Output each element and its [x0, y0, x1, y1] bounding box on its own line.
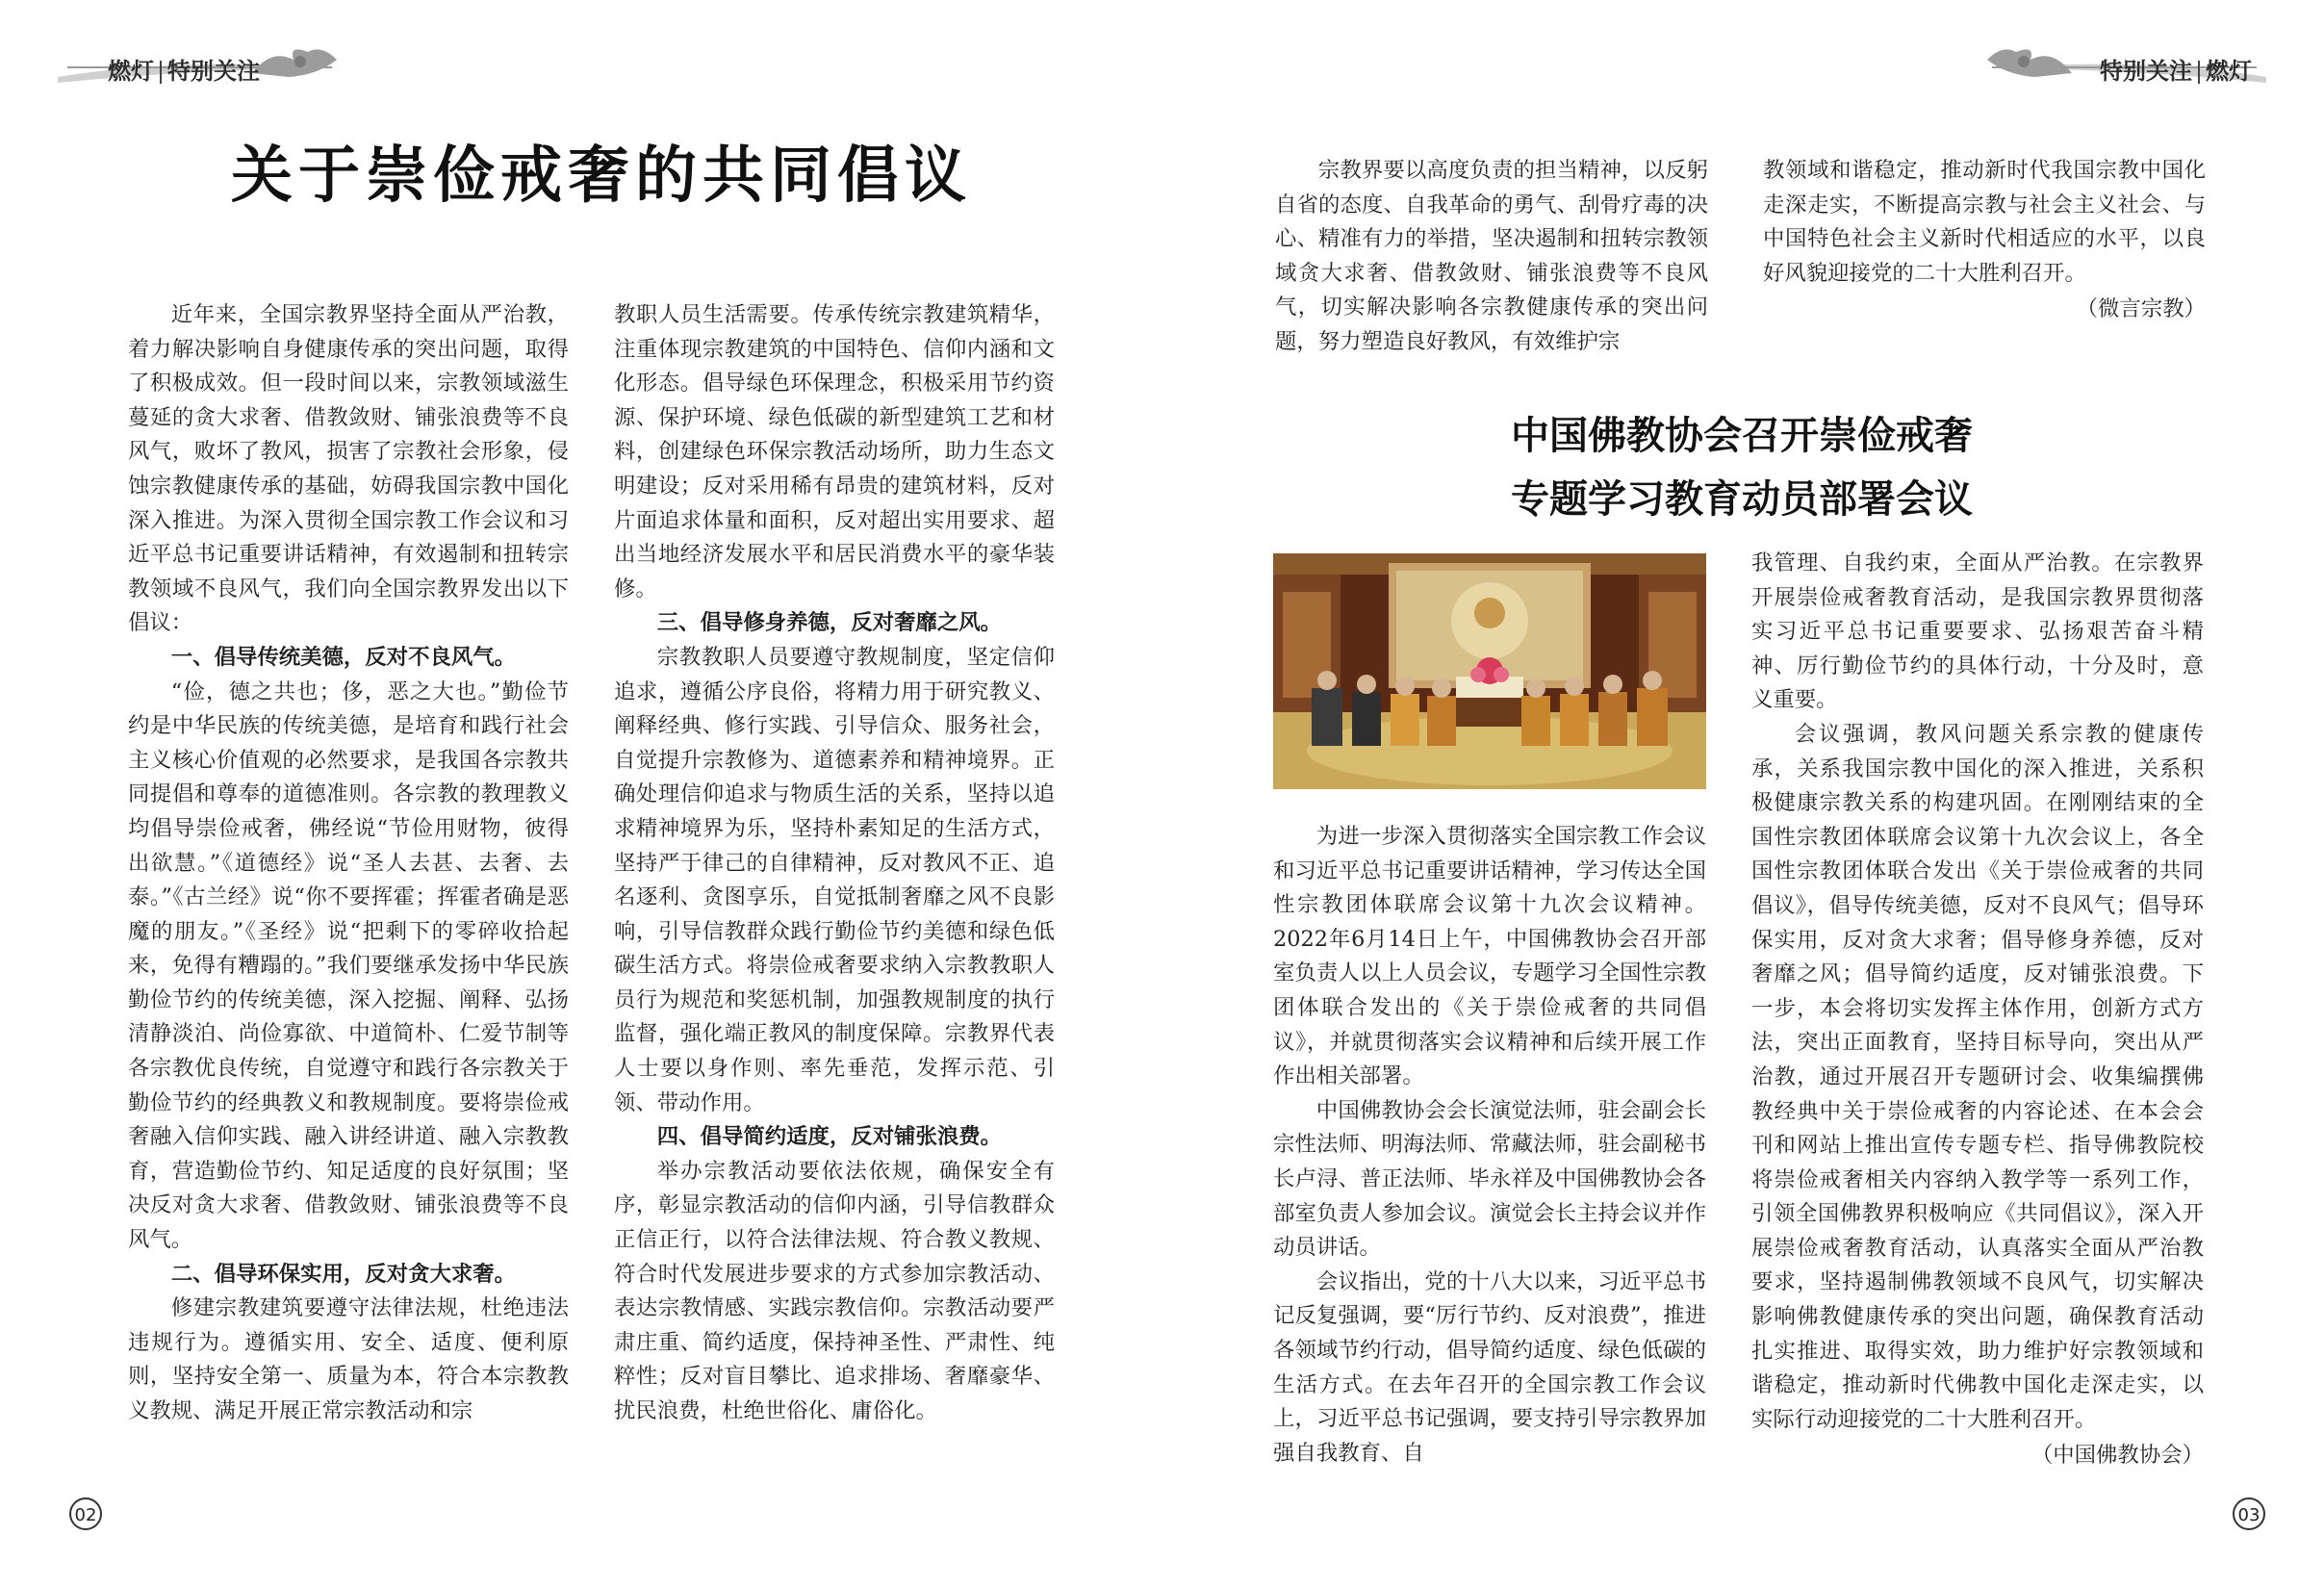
paragraph: 修建宗教建筑要遵守法律法规，杜绝违法违规行为。遵循实用、安全、适度、便利原则，坚持安全第一、质量为本，符合本宗教教义教规、满足开展正常宗教活动和宗	[128, 1295, 569, 1423]
meeting-room-photo-icon	[1273, 553, 1706, 789]
source-credit: （微言宗教）	[2076, 296, 2206, 322]
article2-column-right	[1751, 547, 2204, 1473]
article-title: 关于崇俭戒奢的共同倡议	[231, 141, 972, 212]
paragraph: 为进一步深入贯彻落实全国宗教工作会议和习近平总书记重要讲话精神，学习传达全国性宗教团体联席会议第十九次会议精神。2022年6月14日上午，中国佛教协会召开部室负责人以上人员会议，专题学习全国性宗教团体联合发出的《关于崇俭戒奢的共同倡议》，并就贯彻落实会议精神和后续开展工作作出相关部署。	[1273, 824, 1706, 1089]
header-text-left	[108, 52, 260, 86]
section-heading: 一、倡导传统美德，反对不良风气。	[170, 644, 517, 670]
header-band-right	[1958, 38, 2324, 94]
paragraph: 教领域和谐稳定，推动新时代我国宗教中国化走深走实，不断提高宗教与社会主义社会、与中国特色社会主义新时代相适应的水平，以良好风貌迎接党的二十大胜利召开。	[1763, 158, 2206, 286]
article2-title	[1366, 404, 2117, 531]
article1-column-2	[614, 298, 1055, 1429]
article2-title-line-2: 专题学习教育动员部署会议	[1511, 477, 1973, 522]
header-brand: 燃灯	[108, 58, 154, 85]
paragraph: 近年来，全国宗教界坚持全面从严治教，着力解决影响自身健康传承的突出问题，取得了积极成效。但一段时间以来，宗教领域滋生蔓延的贪大求奢、借教敛财、铺张浪费等不良风气，败坏了教风，损害了宗教社会形象，侵蚀宗教健康传承的基础，妨碍我国宗教中国化深入推进。为深入贯彻全国宗教工作会议和习近平总书记重要讲话精神，有效遏制和扭转宗教领域不良风气，我们向全国宗教界发出以下倡议：	[128, 302, 569, 636]
article2-column-left	[1273, 820, 1706, 1471]
header-band-left	[0, 38, 366, 94]
paragraph: 会议强调，教风问题关系宗教的健康传承，关系我国宗教中国化的深入推进，关系积极健康宗教关系的构建巩固。在刚刚结束的全国性宗教团体联席会议第十九次会议上，各全国性宗教团体联合发出《关于崇俭戒奢的共同倡议》，倡导传统美德，反对不良风气；倡导环保实用，反对贪大求奢；倡导修身养德，反对奢靡之风；倡导简约适度，反对铺张浪费。下一步，本会将切实发挥主体作用，创新方式方法，突出正面教育，坚持目标导向，突出从严治教，通过开展召开专题研讨会、收集编撰佛教经典中关于崇俭戒奢的内容论述、在本会会刊和网站上推出宣传专题专栏、指导佛教院校将崇俭戒奢相关内容纳入教学等一系列工作，引领全国佛教界积极响应《共同倡议》，深入开展崇俭戒奢教育活动，认真落实全面从严治教要求，坚持遏制佛教领域不良风气，切实解决影响佛教健康传承的突出问题，确保教育活动扎实推进、取得实效，助力维护好宗教领域和谐稳定，推动新时代佛教中国化走深走实，以实际行动迎接党的二十大胜利召开。	[1751, 721, 2204, 1432]
article1-column-4	[1763, 154, 2206, 327]
meeting-photo	[1273, 553, 1706, 789]
page-number-right: 03	[2233, 1497, 2265, 1530]
article2-title-line-1: 中国佛教协会召开崇俭戒奢	[1511, 414, 1973, 458]
paragraph: 宗教界要以高度负责的担当精神，以反躬自省的态度、自我革命的勇气、刮骨疗毒的决心、精准有力的举措，坚决遏制和扭转宗教领域贪大求奢、借教敛财、铺张浪费等不良风气，切实解决影响各宗教健康传承的突出问题，努力塑造良好教风，有效维护宗	[1275, 158, 1708, 354]
header-section: 特别关注	[2100, 58, 2192, 85]
article1-column-1	[128, 298, 569, 1429]
paragraph: 宗教教职人员要遵守教规制度，坚定信仰追求，遵循公序良俗，将精力用于研究教义、阐释经典、修行实践、引导信众、服务社会，自觉提升宗教修为、道德素养和精神境界。正确处理信仰追求与物质生活的关系，坚持以追求精神境界为乐，坚持朴素知足的生活方式，坚持严于律己的自律精神，反对教风不正、追名逐利、贪图享乐，自觉抵制奢靡之风不良影响，引导信教群众践行勤俭节约美德和绿色低碳生活方式。将崇俭戒奢要求纳入宗教教职人员行为规范和奖惩机制，加强教规制度的执行监督，强化端正教风的制度保障。宗教界代表人士要以身作则、率先垂范，发挥示范、引领、带动作用。	[614, 644, 1055, 1115]
header-section: 特别关注	[167, 58, 260, 85]
page-number-left: 02	[69, 1497, 102, 1530]
paragraph: 举办宗教活动要依法依规，确保安全有序，彰显宗教活动的信仰内涵，引导信教群众正信正行，以符合法律法规、符合教义教规、符合时代发展进步要求的方式参加宗教活动、表达宗教情感、实践宗教信仰。宗教活动要严肃庄重、简约适度，保持神圣性、严肃性、纯粹性；反对盲目攀比、追求排场、奢靡豪华、扰民浪费，杜绝世俗化、庸俗化。	[614, 1158, 1055, 1423]
header-divider	[160, 61, 162, 84]
section-heading: 四、倡导简约适度，反对铺张浪费。	[656, 1124, 1003, 1150]
paragraph: 中国佛教协会会长演觉法师，驻会副会长宗性法师、明海法师、常藏法师，驻会副秘书长卢浔、普正法师、毕永祥及中国佛教协会各部室负责人参加会议。演觉会长主持会议并作动员讲话。	[1273, 1097, 1706, 1261]
paragraph: 教职人员生活需要。传承传统宗教建筑精华，注重体现宗教建筑的中国特色、信仰内涵和文化形态。倡导绿色环保理念，积极采用节约资源、保护环境、绿色低碳的新型建筑工艺和材料，创建绿色环保宗教活动场所，助力生态文明建设；反对采用稀有昂贵的建筑材料，反对片面追求体量和面积，反对超出实用要求、超出当地经济发展水平和居民消费水平的豪华装修。	[614, 302, 1055, 602]
paragraph: 会议指出，党的十八大以来，习近平总书记反复强调，要“厉行节约、反对浪费”，推进各领域节约行动，倡导简约适度、绿色低碳的生活方式。在去年召开的全国宗教工作会议上，习近平总书记强调，要支持引导宗教界加强自我教育、自	[1273, 1268, 1706, 1466]
source-credit: （中国佛教协会）	[2030, 1443, 2204, 1469]
paragraph: “俭，德之共也；侈，恶之大也。”勤俭节约是中华民族的传统美德，是培育和践行社会主义核心价值观的必然要求，是我国各宗教共同提倡和尊奉的道德准则。各宗教的教理教义均倡导崇俭戒奢，佛经说“节俭用财物，彼得出欲慧。”《道德经》说“圣人去甚、去奢、去泰。”《古兰经》说“你不要挥霍；挥霍者确是恶魔的朋友。”《圣经》说“把剩下的零碎收拾起来，免得有糟蹋的。”我们要继承发扬中华民族勤俭节约的传统美德，深入挖掘、阐释、弘扬清静淡泊、尚俭寡欲、中道简朴、仁爱节制等各宗教优良传统，自觉遵守和践行各宗教关于勤俭节约的经典教义和教规制度。要将崇俭戒奢融入信仰实践、融入讲经讲道、融入宗教教育，营造勤俭节约、知足适度的良好氛围；坚决反对贪大求奢、借教敛财、铺张浪费等不良风气。	[128, 678, 569, 1253]
article1-column-3	[1275, 154, 1708, 360]
paragraph: 我管理、自我约束，全面从严治教。在宗教界开展崇俭戒奢教育活动，是我国宗教界贯彻落实习近平总书记重要要求、弘扬艰苦奋斗精神、厉行勤俭节约的具体行动，十分及时，意义重要。	[1751, 550, 2204, 713]
header-text-right	[2100, 52, 2252, 86]
section-heading: 三、倡导修身养德，反对奢靡之风。	[656, 610, 1003, 636]
header-divider	[2198, 61, 2200, 84]
header-brand: 燃灯	[2206, 58, 2252, 85]
section-heading: 二、倡导环保实用，反对贪大求奢。	[170, 1261, 517, 1287]
